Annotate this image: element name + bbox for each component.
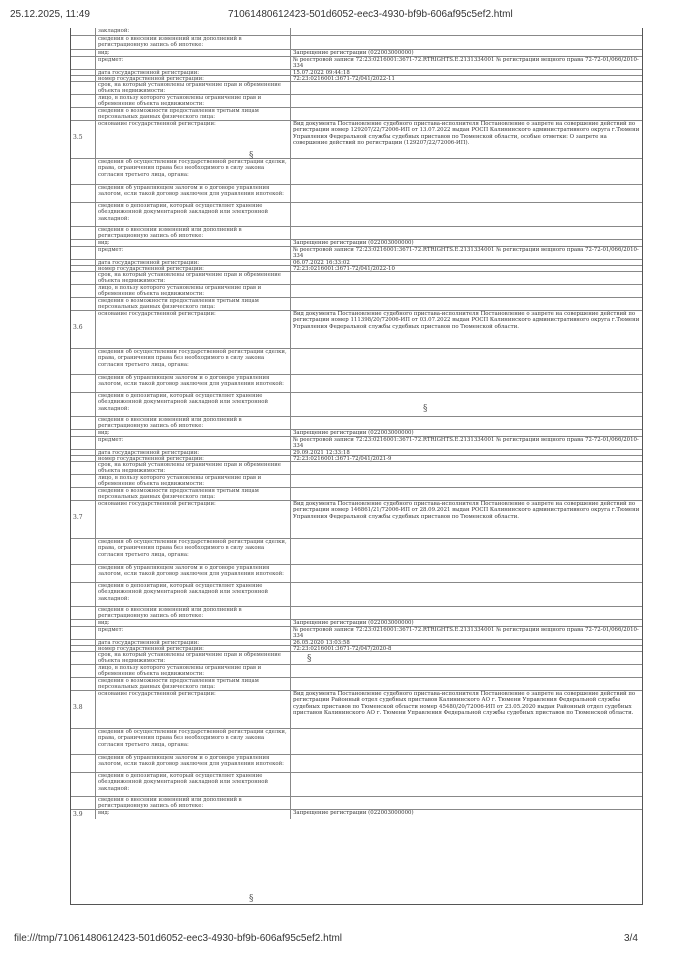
field-value [290, 95, 642, 107]
table-row [71, 35, 642, 49]
field-label: номер государственной регистрации: [95, 76, 290, 81]
field-label: сведения о возможности предоставления третьим лицам персональных данных физического лица: [95, 488, 290, 500]
field-label: дата государственной регистрации: [95, 640, 290, 645]
field-value [290, 227, 642, 239]
table-row [71, 120, 642, 158]
field-label: сведения об управляющем залогом и о договоре управления залогом, если такой договор заключен для управления ипотекой: [95, 565, 290, 582]
table-row [71, 582, 642, 606]
field-label: дата государственной регистрации: [95, 260, 290, 265]
field-value [290, 28, 642, 35]
field-label: сведения об управляющем залогом и о договоре управления залогом, если такой договор заключен для управления ипотекой: [95, 185, 290, 202]
table-row [71, 690, 642, 728]
table-row [71, 28, 642, 35]
table-row [71, 436, 642, 449]
table-row [71, 619, 642, 626]
table-row [71, 81, 642, 94]
field-label: вид: [95, 620, 290, 626]
section-number: 3.9 [73, 811, 83, 818]
table-row [71, 651, 642, 664]
pen-mark-icon: § [423, 404, 428, 414]
table-row [71, 246, 642, 259]
table-row [71, 677, 642, 690]
field-value [290, 755, 642, 772]
field-value [290, 583, 642, 606]
field-label: дата государственной регистрации: [95, 450, 290, 455]
table-row [71, 538, 642, 564]
field-label: предмет: [95, 437, 290, 449]
field-label: вид: [95, 810, 290, 819]
field-label: сведения о внесении изменений или дополнений в регистрационную запись об ипотеке: [95, 797, 290, 809]
field-label: срок, на который установлены ограничение прав и обременение объекта недвижимости: [95, 652, 290, 664]
field-label: сведения о возможности предоставления третьим лицам персональных данных физического лица: [95, 108, 290, 120]
field-value: № реестровой записи 72:23:0216001:3671-72.RTRIGHTS.E.2131334001 № регистрации вещного права 72-72-01/066/2010-334 [290, 437, 642, 449]
field-label: вид: [95, 430, 290, 436]
table-row [71, 226, 642, 239]
table-row [71, 239, 642, 246]
field-label: сведения о депозитарии, который осуществляет хранение обездвиженной документарной закладной или электронной закладной: [95, 203, 290, 226]
field-label: основание государственной регистрации: [95, 691, 290, 728]
field-label: дата государственной регистрации: [95, 70, 290, 75]
section-number: 3.6 [73, 324, 83, 331]
pen-mark-icon: § [249, 894, 254, 904]
field-value: Вид документа Постановление судебного пристава-исполнителя Постановление о запрете на совершение действий по регистрации номер 111398/20/72006-ИП от 03.07.2022 выдан РОСП Калининского административного округа г.Тюмени Управления Федеральной службы судебных приставов по Тюменской области. [290, 311, 642, 348]
field-value: Запрещение регистрации (022003000000) [290, 50, 642, 56]
field-value [290, 565, 642, 582]
section-number: 3.5 [73, 134, 83, 141]
field-label: номер государственной регистрации: [95, 266, 290, 271]
field-label: предмет: [95, 627, 290, 639]
table-row [71, 94, 642, 107]
field-label: предмет: [95, 57, 290, 69]
field-label: лицо, в пользу которого установлены ограничение прав и обременение объекта недвижимости: [95, 285, 290, 297]
print-datetime: 25.12.2025, 11:49 [10, 9, 90, 20]
field-label: сведения о возможности предоставления третьим лицам персональных данных физического лица: [95, 298, 290, 310]
table-row [71, 348, 642, 374]
field-label: сведения об управляющем залогом и о договоре управления залогом, если такой договор заключен для управления ипотекой: [95, 375, 290, 392]
table-row [71, 184, 642, 202]
field-value: Вид документа Постановление судебного пристава-исполнителя Постановление о запрете на совершение действий по регистрации Районный отдел судебных приставов Калининского АО г. Тюмени Управления Федеральной службы судебных приставов по Тюменской области номер 45480/20/72006-ИП от 23.05.2020 выдан Районный отдел судебных приставов Калининского АО г. Тюмени Управления Федеральной службы судебных приставов по Тюменской области. [290, 691, 642, 728]
field-value [290, 82, 642, 94]
print-file-url: file:///tmp/71061480612423-501d6052-eec3-4930-bf9b-606af95c5ef2.html [14, 933, 343, 944]
egrn-extract-table [70, 28, 643, 905]
field-value [290, 185, 642, 202]
field-label: сведения об осуществлении государственной регистрации сделки, права, ограничения права без необходимого в силу закона согласия третьего лица, органа: [95, 349, 290, 374]
field-value [290, 417, 642, 429]
print-page-number: 3/4 [624, 933, 638, 944]
table-row [71, 392, 642, 416]
pen-mark-icon: § [249, 151, 254, 161]
field-label: срок, на который установлены ограничение прав и обременение объекта недвижимости: [95, 272, 290, 284]
field-label: вид: [95, 50, 290, 56]
field-label: сведения о внесении изменений или дополнений в регистрационную запись об ипотеке: [95, 36, 290, 49]
table-row [71, 728, 642, 754]
field-label: лицо, в пользу которого установлены ограничение прав и обременение объекта недвижимости: [95, 95, 290, 107]
table-row [71, 374, 642, 392]
field-label: номер государственной регистрации: [95, 646, 290, 651]
section-number: 3.8 [73, 704, 83, 711]
field-label: сведения о внесении изменений или дополнений в регистрационную запись об ипотеке: [95, 417, 290, 429]
table-row [71, 49, 642, 56]
field-value [290, 298, 642, 310]
table-row [71, 297, 642, 310]
table-row [71, 606, 642, 619]
field-value [290, 349, 642, 374]
field-label: основание государственной регистрации: [95, 121, 290, 158]
field-label: срок, на который установлены ограничение прав и обременение объекта недвижимости: [95, 82, 290, 94]
field-label: сведения об управляющем залогом и о договоре управления залогом, если такой договор заключен для управления ипотекой: [95, 755, 290, 772]
table-row [71, 754, 642, 772]
table-row [71, 626, 642, 639]
field-value: № реестровой записи 72:23:0216001:3671-72.RTRIGHTS.E.2131334001 № регистрации вещного права 72-72-01/066/2010-334 [290, 627, 642, 639]
field-label: сведения об осуществлении государственной регистрации сделки, права, ограничения права без необходимого в силу закона согласия третьего лица, органа: [95, 729, 290, 754]
field-value: 29.09.2021 12:33:18 [290, 450, 642, 455]
field-value [290, 607, 642, 619]
field-value: 06.07.2022 16:33:02 [290, 260, 642, 265]
field-label: сведения о внесении изменений или дополнений в регистрационную запись об ипотеке: [95, 227, 290, 239]
section-number: 3.7 [73, 514, 83, 521]
field-value: 26.05.2020 13:03:58 [290, 640, 642, 645]
field-label: сведения об осуществлении государственной регистрации сделки, права, ограничения права без необходимого в силу закона согласия третьего лица, органа: [95, 539, 290, 564]
table-row [71, 416, 642, 429]
field-value [290, 203, 642, 226]
table-row [71, 796, 642, 809]
field-value [290, 665, 642, 677]
field-value [290, 108, 642, 120]
table-row [71, 664, 642, 677]
field-label: сведения о депозитарии, который осуществляет хранение обездвиженной документарной закладной или электронной закладной: [95, 393, 290, 416]
field-label: сведения о депозитарии, который осуществляет хранение обездвиженной документарной закладной или электронной закладной: [95, 583, 290, 606]
table-row [71, 564, 642, 582]
field-value: 72:23:0216001:3671-72/047/2020-8 [290, 646, 642, 651]
table-row [71, 56, 642, 69]
field-label: срок, на который установлены ограничение прав и обременение объекта недвижимости: [95, 462, 290, 474]
field-value [290, 652, 642, 664]
field-value: № реестровой записи 72:23:0216001:3671-72.RTRIGHTS.E.2131334001 № регистрации вещного права 72-72-01/066/2010-334 [290, 247, 642, 259]
field-value: № реестровой записи 72:23:0216001:3671-72.RTRIGHTS.E.2131334001 № регистрации вещного права 72-72-01/066/2010-334 [290, 57, 642, 69]
field-value [290, 375, 642, 392]
field-value [290, 475, 642, 487]
field-value: Запрещение регистрации (022003000000) [290, 620, 642, 626]
table-row [71, 202, 642, 226]
table-row [71, 158, 642, 184]
table-row [71, 809, 642, 819]
field-value: Вид документа Постановление судебного пристава-исполнителя Постановление о запрете на совершение действий по регистрации номер 129207/22/72006-ИП от 13.07.2022 выдан РОСП Калининского административного округа г.Тюмени Управления Федеральной службы судебных приставов по Тюменской области, особые отметки: О запрете на совершение действий по регистрации (129207/22/72006-ИП). [290, 121, 642, 158]
pen-mark-icon: § [307, 654, 312, 664]
field-label: сведения об осуществлении государственной регистрации сделки, права, ограничения права без необходимого в силу закона согласия третьего лица, органа: [95, 159, 290, 184]
field-value: Вид документа Постановление судебного пристава-исполнителя Постановление о запрете на совершение действий по регистрации номер 146861/21/72006-ИП от 28.09.2021 выдан РОСП Калининского административного округа г.Тюмени Управления Федеральной службы судебных приставов по Тюменской области. [290, 501, 642, 538]
table-row [71, 107, 642, 120]
field-value [290, 678, 642, 690]
field-value: Запрещение регистрации (022003000000) [290, 240, 642, 246]
field-label: сведения о возможности предоставления третьим лицам персональных данных физического лица: [95, 678, 290, 690]
table-row [71, 310, 642, 348]
field-value: 15.07.2022 09:44:18 [290, 70, 642, 75]
field-value: 72:23:0216001:3671-72/041/2022-10 [290, 266, 642, 271]
field-label: номер государственной регистрации: [95, 456, 290, 461]
field-value [290, 393, 642, 416]
field-label: лицо, в пользу которого установлены ограничение прав и обременение объекта недвижимости: [95, 665, 290, 677]
print-document-title: 71061480612423-501d6052-eec3-4930-bf9b-606af95c5ef2.html [228, 9, 513, 20]
field-value: Запрещение регистрации (022003000000) [290, 810, 642, 819]
field-label: сведения о депозитарии, который осуществляет хранение обездвиженной документарной закладной или электронной закладной: [95, 773, 290, 796]
field-value [290, 272, 642, 284]
field-value [290, 729, 642, 754]
field-label: вид: [95, 240, 290, 246]
table-row [71, 500, 642, 538]
table-row [71, 429, 642, 436]
table-row [71, 271, 642, 284]
field-value [290, 36, 642, 49]
field-label: лицо, в пользу которого установлены ограничение прав и обременение объекта недвижимости: [95, 475, 290, 487]
table-row [71, 284, 642, 297]
field-label: основание государственной регистрации: [95, 501, 290, 538]
field-value [290, 462, 642, 474]
field-value [290, 773, 642, 796]
table-row [71, 772, 642, 796]
field-label: закладной: [95, 28, 290, 35]
field-value: Запрещение регистрации (022003000000) [290, 430, 642, 436]
table-row [71, 487, 642, 500]
field-label: предмет: [95, 247, 290, 259]
table-row [71, 474, 642, 487]
field-value [290, 159, 642, 184]
field-label: сведения о внесении изменений или дополнений в регистрационную запись об ипотеке: [95, 607, 290, 619]
field-value: 72:23:0216001:3671-72/041/2022-11 [290, 76, 642, 81]
table-row [71, 461, 642, 474]
field-value [290, 285, 642, 297]
field-value [290, 488, 642, 500]
field-value [290, 797, 642, 809]
field-label: основание государственной регистрации: [95, 311, 290, 348]
field-value: 72:23:0216001:3671-72/041/2021-9 [290, 456, 642, 461]
field-value [290, 539, 642, 564]
